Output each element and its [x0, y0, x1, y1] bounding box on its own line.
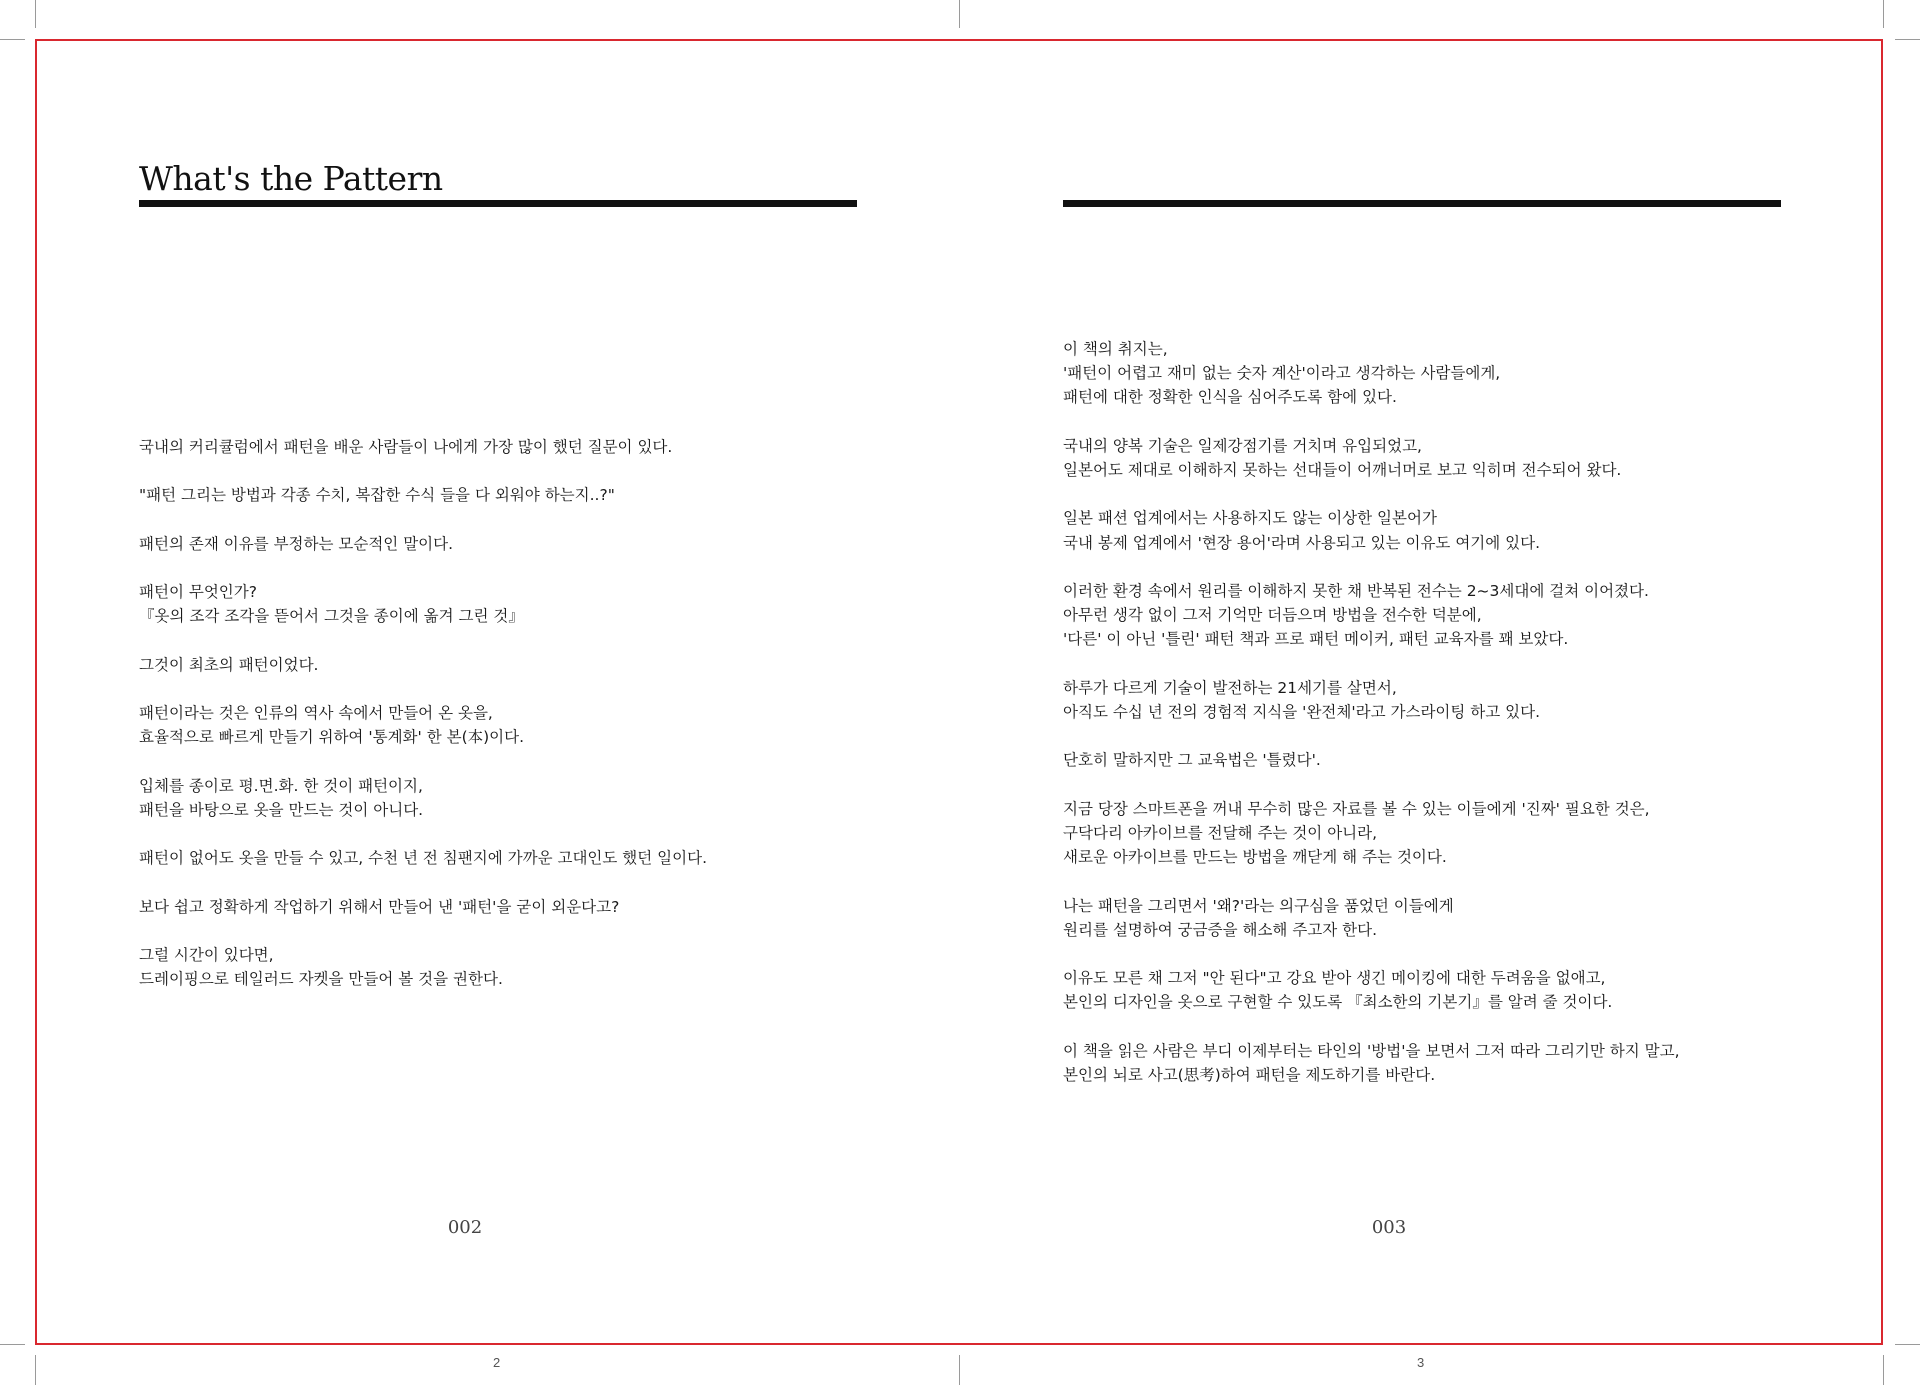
- text-line: 일본어도 제대로 이해하지 못하는 선대들이 어깨너머로 보고 익히며 전수되어 왔다.: [1063, 461, 1622, 479]
- paragraph: [139, 532, 919, 556]
- crop-mark: [35, 1355, 36, 1385]
- text-line: 국내의 커리큘럼에서 패턴을 배운 사람들이 나에게 가장 많이 했던 질문이 있다.: [139, 438, 673, 456]
- slug-page-number: 2: [493, 1355, 501, 1370]
- paragraph: [1063, 434, 1843, 482]
- crop-mark: [1883, 0, 1884, 28]
- text-line: 구닥다리 아카이브를 전달해 주는 것이 아니라,: [1063, 823, 1378, 842]
- text-line: 일본 패션 업계에서는 사용하지도 않는 이상한 일본어가: [1063, 509, 1437, 528]
- text-line: 이 책을 읽은 사람은 부디 이제부터는 타인의 '방법'을 보면서 그저 따라 그리기만 하지 말고,: [1063, 1041, 1680, 1060]
- text-line: 패턴의 존재 이유를 부정하는 모순적인 말이다.: [139, 534, 454, 553]
- heading-rule: [1063, 200, 1781, 207]
- paragraph: [1063, 894, 1843, 942]
- paragraph: [1063, 748, 1843, 772]
- text-line: 보다 쉽고 정확하게 작업하기 위해서 만들어 낸 '패턴'을 굳이 외운다고?: [139, 897, 620, 916]
- text-line: 지금 당장 스마트폰을 꺼내 무수히 많은 자료를 볼 수 있는 이들에게 '진짜' 필요한 것은,: [1063, 799, 1650, 818]
- crop-mark: [0, 39, 25, 40]
- text-line: 패턴이 없어도 옷을 만들 수 있고, 수천 년 전 침팬지에 가까운 고대인도 했던 일이다.: [139, 849, 708, 868]
- slug-page-number: 3: [1417, 1355, 1425, 1370]
- text-line: 『옷의 조각 조각을 뜯어서 그것을 종이에 옮겨 그린 것』: [139, 607, 524, 626]
- crop-mark: [959, 0, 960, 28]
- text-line: 아무런 생각 없이 그저 기억만 더듬으며 방법을 전수한 덕분에,: [1063, 606, 1482, 625]
- paragraph: [139, 846, 919, 870]
- paragraph: [139, 943, 919, 991]
- page-number: 002: [447, 1217, 483, 1238]
- crop-mark: [1895, 39, 1920, 40]
- text-line: 이러한 환경 속에서 원리를 이해하지 못한 채 반복된 전수는 2~3세대에 걸쳐 이어졌다.: [1063, 581, 1649, 600]
- paragraph: [139, 895, 919, 919]
- text-line: 국내 봉제 업계에서 '현장 용어'라며 사용되고 있는 이유도 여기에 있다.: [1063, 533, 1541, 552]
- paragraph: [1063, 579, 1843, 652]
- text-line: 국내의 양복 기술은 일제강점기를 거치며 유입되었고,: [1063, 436, 1422, 455]
- paragraph: [139, 653, 919, 677]
- text-line: 본인의 디자인을 옷으로 구현할 수 있도록 『최소한의 기본기』를 알려 줄 것이다.: [1063, 993, 1613, 1012]
- text-line: '패턴이 어렵고 재미 없는 숫자 계산'이라고 생각하는 사람들에게,: [1063, 364, 1501, 383]
- text-line: 드레이핑으로 테일러드 자켓을 만들어 볼 것을 권한다.: [139, 970, 503, 989]
- paragraph: [1063, 797, 1843, 870]
- crop-mark: [1883, 1355, 1884, 1385]
- text-line: 패턴을 바탕으로 옷을 만드는 것이 아니다.: [139, 800, 424, 819]
- text-line: 그럴 시간이 있다면,: [139, 946, 274, 965]
- text-line: '다른' 이 아닌 '틀린' 패턴 책과 프로 패턴 메이커, 패턴 교육자를 꽤 보았다.: [1063, 630, 1569, 649]
- left-page: [35, 39, 959, 1345]
- text-line: 효율적으로 빠르게 만들기 위하여 '통계화' 한 본(本)이다.: [139, 728, 525, 747]
- text-line: 본인의 뇌로 사고(思考)하여 패턴을 제도하기를 바란다.: [1063, 1065, 1436, 1084]
- text-line: 이 책의 취지는,: [1063, 340, 1168, 358]
- text-line: 이유도 모른 채 그저 "안 된다"고 강요 받아 생긴 메이킹에 대한 두려움을 없애고,: [1063, 969, 1606, 988]
- text-line: 아직도 수십 년 전의 경험적 지식을 '완전체'라고 가스라이팅 하고 있다.: [1063, 702, 1541, 721]
- text-line: 나는 패턴을 그리면서 '왜?'라는 의구심을 품었던 이들에게: [1063, 896, 1454, 915]
- paragraph: [139, 580, 919, 628]
- page-heading: What's the Pattern: [139, 159, 443, 198]
- crop-mark: [0, 1344, 25, 1345]
- text-line: 하루가 다르게 기술이 발전하는 21세기를 살면서,: [1063, 678, 1397, 697]
- left-body-text: [139, 435, 919, 1016]
- crop-mark: [35, 0, 36, 28]
- heading-rule: [139, 200, 857, 207]
- text-line: 입체를 종이로 평.면.화. 한 것이 패턴이지,: [139, 776, 423, 795]
- page-number: 003: [1371, 1217, 1407, 1238]
- paragraph: [1063, 966, 1843, 1014]
- paragraph: [139, 483, 919, 507]
- text-line: 패턴이 무엇인가?: [139, 583, 257, 602]
- crop-mark: [1895, 1344, 1920, 1345]
- right-page: [959, 39, 1883, 1345]
- right-body-text: [1063, 337, 1843, 1111]
- text-line: 원리를 설명하여 궁금증을 해소해 주고자 한다.: [1063, 920, 1378, 939]
- paragraph: [1063, 676, 1843, 724]
- text-line: 패턴에 대한 정확한 인식을 심어주도록 함에 있다.: [1063, 388, 1397, 407]
- paragraph: [139, 435, 919, 459]
- paragraph: [139, 774, 919, 822]
- text-line: 그것이 최초의 패턴이었다.: [139, 655, 319, 674]
- paragraph: [1063, 337, 1843, 410]
- paragraph: [1063, 506, 1843, 554]
- text-line: 패턴이라는 것은 인류의 역사 속에서 만들어 온 옷을,: [139, 704, 493, 723]
- text-line: 단호히 말하지만 그 교육법은 '틀렸다'.: [1063, 751, 1321, 770]
- paragraph: [1063, 1039, 1843, 1087]
- text-line: "패턴 그리는 방법과 각종 수치, 복잡한 수식 들을 다 외워야 하는지..?": [139, 486, 615, 505]
- paragraph: [139, 701, 919, 749]
- crop-mark: [959, 1355, 960, 1385]
- text-line: 새로운 아카이브를 만드는 방법을 깨닫게 해 주는 것이다.: [1063, 848, 1447, 867]
